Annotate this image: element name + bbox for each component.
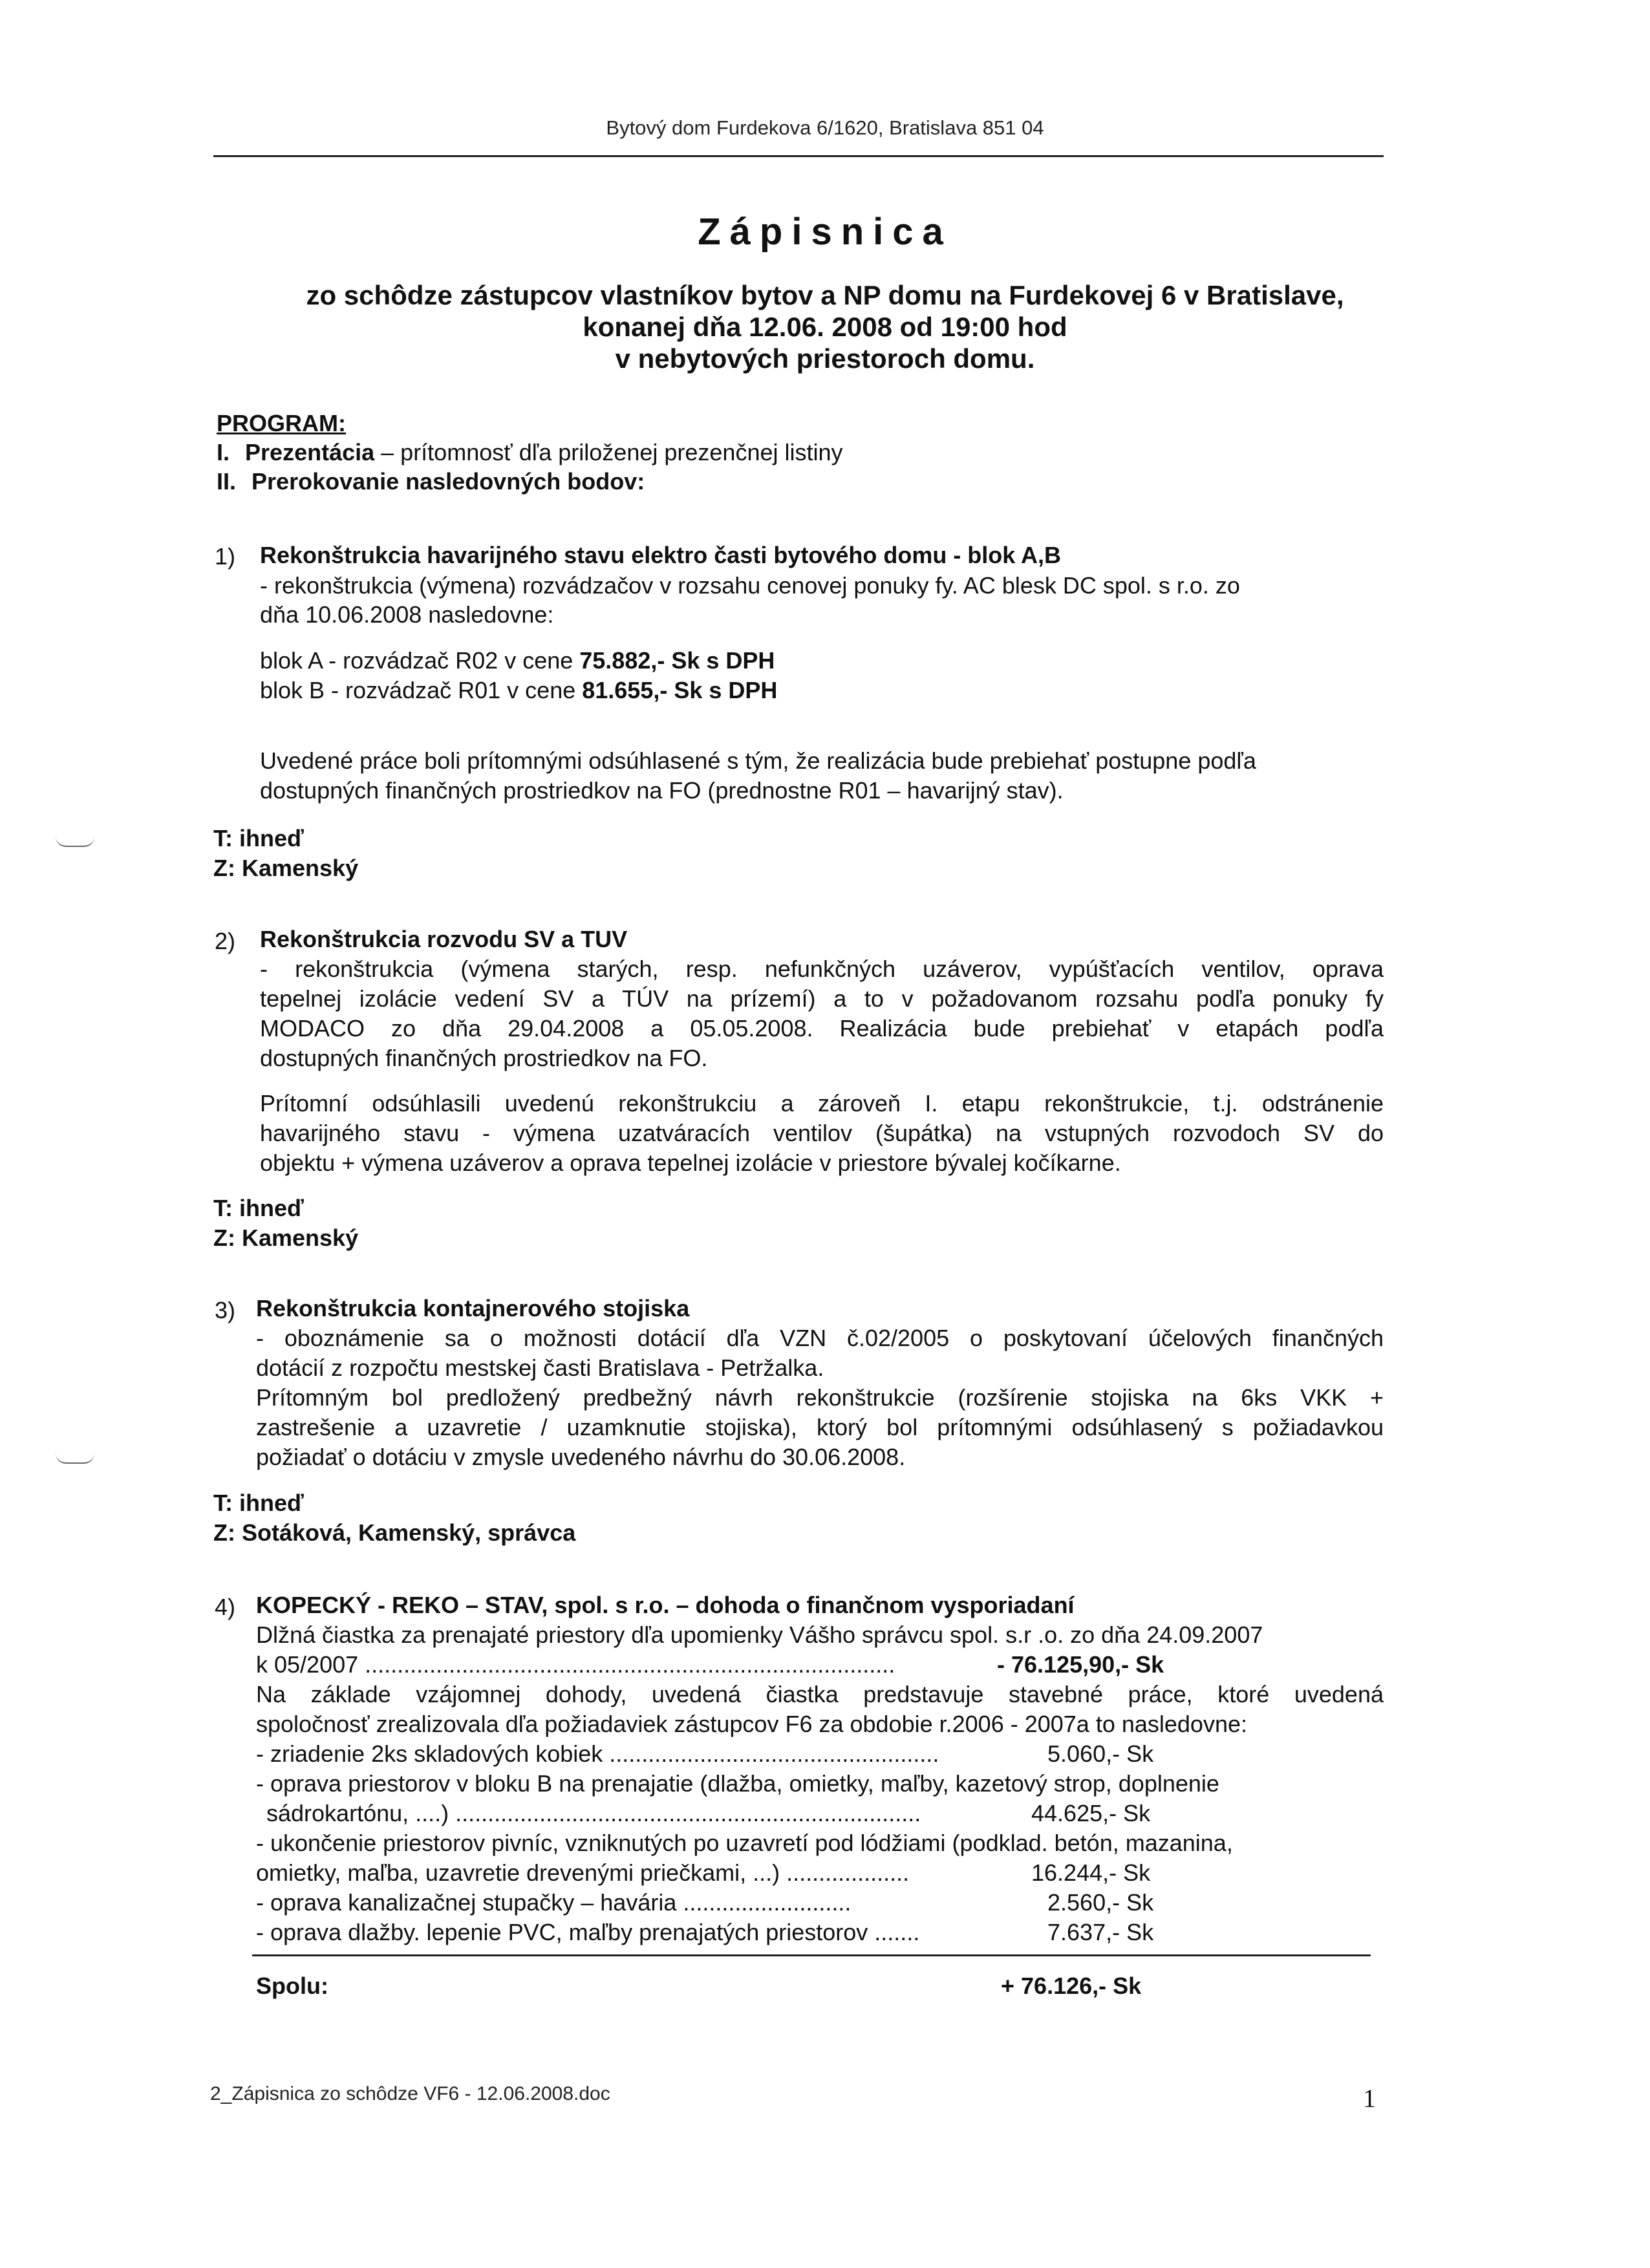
item-4-debt-amount: - 76.125,90,- Sk [997, 1651, 1164, 1678]
program-item-i-number: I. [217, 439, 230, 465]
program-item-i [217, 438, 843, 467]
program-item-i-text: – prítomnosť dľa priloženej prezenčnej listiny [374, 439, 843, 465]
program-item-ii-number: II. [217, 468, 237, 495]
item-1-desc-line-1: - rekonštrukcia (výmena) rozvádzačov v rozsahu cenovej ponuky fy. AC blesk DC spol. s r.o. zo [260, 572, 1240, 599]
item-3-line-1: - oboznámenie sa o možnosti dotácií dľa VZN č.02/2005 o poskytovaní účelových finančných [256, 1325, 1384, 1351]
subtitle-line-2: konanej dňa 12.06. 2008 od 19:00 hod [583, 312, 1067, 342]
subtitle-line-1: zo schôdze zástupcov vlastníkov bytov a NP domu na Furdekovej 6 v Bratislave, [306, 280, 1344, 310]
item-1-note-line-2: dostupných finančných prostriedkov na FO (prednostne R01 – havarijný stav). [260, 777, 1064, 804]
item-1-blok-b-label: blok B - rozvádzač R01 v cene [260, 677, 583, 703]
program-heading: PROGRAM: [217, 410, 346, 436]
subtitle-line-3: v nebytových priestoroch domu. [615, 343, 1035, 374]
item-4-heading: KOPECKÝ - REKO – STAV, spol. s r.o. – dohoda o finančnom vysporiadaní [256, 1592, 1075, 1618]
item-1-heading: Rekonštrukcia havarijného stavu elektro časti bytového domu - blok A,B [260, 542, 1061, 568]
item-2-para-1-line-4: dostupných finančných prostriedkov na FO. [260, 1045, 708, 1071]
item-1-blok-a [260, 646, 775, 676]
item-4-row-3b-text: omietky, maľba, uzavretie drevenými priečkami, ...) ................... [256, 1859, 910, 1886]
document-title: Zápisnica [698, 211, 952, 253]
item-2-para-1-line-3: MODACO zo dňa 29.04.2008 a 05.05.2008. Realizácia bude prebiehať v etapách podľa [260, 1015, 1384, 1042]
item-1-blok-a-price: 75.882,- Sk s DPH [579, 647, 775, 674]
item-4-row-1-amount: 5.060,- Sk [1047, 1740, 1154, 1767]
program-item-i-bold: Prezentácia [245, 439, 375, 465]
item-4-total-amount: + 76.126,- Sk [1001, 1973, 1142, 1999]
item-4-row-4-text: - oprava kanalizačnej stupačky – havária .......................... [256, 1889, 852, 1916]
item-4-debt-line-2-label: k 05/2007 .................................................................................. [256, 1651, 895, 1678]
item-2-term: T: ihneď [213, 1195, 304, 1221]
item-1-note-line-1: Uvedené práce boli prítomnými odsúhlasené s tým, že realizácia bude prebiehať postupne podľa [260, 747, 1256, 774]
item-3-heading: Rekonštrukcia kontajnerového stojiska [256, 1295, 690, 1321]
item-3-number: 3) [215, 1297, 236, 1323]
item-3-line-4: zastrešenie a uzavretie / uzamknutie stojiska), ktorý bol prítomnými odsúhlasený s požiadavkou [256, 1414, 1384, 1440]
header-address: Bytový dom Furdekova 6/1620, Bratislava 851 04 [606, 116, 1044, 139]
item-1-number: 1) [215, 543, 236, 570]
item-4-number: 4) [215, 1594, 236, 1620]
item-3-line-2: dotácií z rozpočtu mestskej časti Bratislava - Petržalka. [256, 1354, 824, 1381]
item-4-row-2-amount: 44.625,- Sk [1031, 1800, 1151, 1826]
item-1-term: T: ihneď [213, 825, 304, 851]
item-4-agreement-line-2: spoločnosť zrealizovala dľa požiadaviek zástupcov F6 za obdobie r.2006 - 2007a to nasledovne: [256, 1711, 1247, 1737]
item-4-row-5-amount: 7.637,- Sk [1047, 1919, 1154, 1945]
item-2-responsible: Z: Kamenský [213, 1225, 359, 1251]
item-3-line-5: požiadať o dotáciu v zmysle uvedeného návrhu do 30.06.2008. [256, 1444, 906, 1470]
item-2-para-1-line-1: - rekonštrukcia (výmena starých, resp. nefunkčných uzáverov, vypúšťacích ventilov, oprava [260, 956, 1384, 982]
item-4-row-1-text: - zriadenie 2ks skladových kobiek ................................................... [256, 1740, 939, 1767]
total-divider [252, 1954, 1371, 1956]
item-4-row-4-amount: 2.560,- Sk [1047, 1889, 1154, 1916]
header-divider [213, 155, 1384, 157]
program-item-ii [217, 467, 645, 497]
item-2-para-2-line-1: Prítomní odsúhlasili uvedenú rekonštrukciu a zároveň I. etapu rekonštrukcie, t.j. odstránenie [260, 1090, 1384, 1117]
item-3-term: T: ihneď [213, 1490, 304, 1516]
item-4-debt-line-1: Dlžná čiastka za prenajaté priestory dľa upomienky Vášho správcu spol. s.r .o. zo dňa 24.09.2007 [256, 1621, 1263, 1648]
item-4-row-3-text: - ukončenie priestorov pivníc, vzniknutých po uzavretí pod lódžiami (podklad. betón, mazanina, [256, 1830, 1233, 1856]
item-2-number: 2) [215, 928, 236, 954]
scan-mark-1 [56, 837, 94, 847]
item-2-para-1-line-2: tepelnej izolácie vedení SV a TÚV na prízemí) a to v požadovanom rozsahu podľa ponuky fy [260, 985, 1384, 1012]
item-1-responsible: Z: Kamenský [213, 855, 359, 881]
item-3-line-3: Prítomným bol predložený predbežný návrh rekonštrukcie (rozšírenie stojiska na 6ks VKK + [256, 1384, 1384, 1411]
item-1-desc-line-2: dňa 10.06.2008 nasledovne: [260, 601, 554, 628]
item-1-blok-b-price: 81.655,- Sk s DPH [582, 677, 778, 703]
item-4-row-2b-text: sádrokartónu, ....) ........................................................................ [266, 1800, 921, 1826]
page-number: 1 [1363, 2084, 1376, 2113]
item-1-blok-a-label: blok A - rozvádzač R02 v cene [260, 647, 580, 674]
item-4-row-3-amount: 16.244,- Sk [1031, 1859, 1151, 1886]
item-4-total-label: Spolu: [256, 1973, 328, 1999]
item-3-responsible: Z: Sotáková, Kamenský, správca [213, 1519, 576, 1546]
item-2-heading: Rekonštrukcia rozvodu SV a TUV [260, 926, 628, 952]
item-4-row-5-text: - oprava dlažby. lepenie PVC, maľby prenajatých priestorov ....... [256, 1919, 920, 1945]
item-2-para-2-line-2: havarijného stavu - výmena uzatváracích ventilov (šupátka) na vstupných rozvodoch SV do [260, 1120, 1384, 1146]
footer-filename: 2_Zápisnica zo schôdze VF6 - 12.06.2008.doc [210, 2083, 610, 2104]
scan-mark-2 [56, 1453, 94, 1464]
item-4-agreement-line-1: Na základe vzájomnej dohody, uvedená čiastka predstavuje stavebné práce, ktoré uvedená [256, 1681, 1384, 1707]
item-2-para-2-line-3: objektu + výmena uzáverov a oprava tepelnej izolácie v priestore bývalej kočíkarne. [260, 1150, 1121, 1176]
item-1-blok-b [260, 676, 777, 705]
program-item-ii-text: Prerokovanie nasledovných bodov: [252, 468, 645, 495]
item-4-row-2-text: - oprava priestorov v bloku B na prenajatie (dlažba, omietky, maľby, kazetový strop, doplnenie [256, 1770, 1219, 1797]
